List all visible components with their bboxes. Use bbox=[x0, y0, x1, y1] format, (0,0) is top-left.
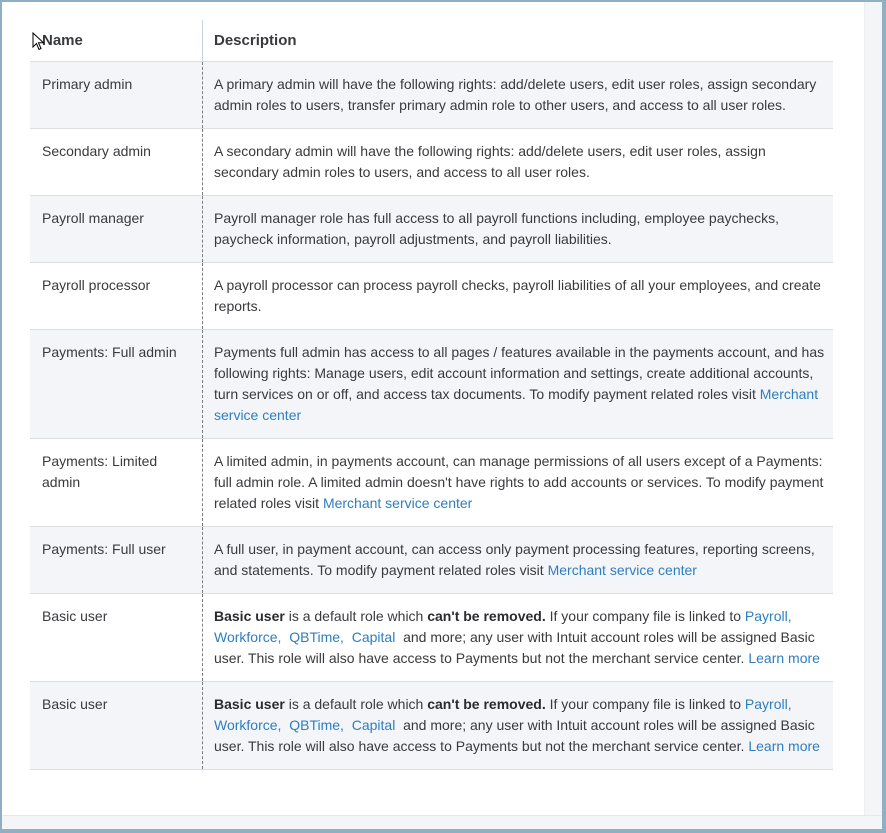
role-name: Payroll manager bbox=[30, 196, 203, 263]
mouse-cursor-icon bbox=[32, 32, 46, 52]
capital-link[interactable]: Capital bbox=[351, 717, 396, 733]
user-roles-table bbox=[30, 20, 833, 770]
table-row bbox=[30, 439, 833, 527]
role-name: Payments: Full user bbox=[30, 527, 203, 594]
description-text: If your company file is linked to bbox=[545, 696, 745, 712]
bold-text: can't be removed. bbox=[427, 608, 546, 624]
payroll-link[interactable]: Payroll, bbox=[744, 696, 792, 712]
role-name: Basic user bbox=[30, 594, 203, 682]
table-row bbox=[30, 682, 833, 770]
role-description bbox=[203, 439, 834, 527]
table-row bbox=[30, 196, 833, 263]
role-name: Payments: Full admin bbox=[30, 330, 203, 439]
qbtime-link[interactable]: QBTime, bbox=[289, 717, 344, 733]
workforce-link[interactable]: Workforce, bbox=[214, 629, 282, 645]
role-description bbox=[203, 594, 834, 682]
table-row bbox=[30, 330, 833, 439]
role-description: A secondary admin will have the following rights: add/delete users, edit user roles, assign secondary admin roles to users, and access to all user roles. bbox=[203, 129, 834, 196]
merchant-service-center-link[interactable]: Merchant service center bbox=[322, 495, 473, 511]
role-description: A payroll processor can process payroll checks, payroll liabilities of all your employees, and create reports. bbox=[203, 263, 834, 330]
role-name: Payments: Limited admin bbox=[30, 439, 203, 527]
description-text: Payments full admin has access to all pages / features available in the payments account, and has following rights: Manage users, edit account information and settings, create additional accounts, turn services on or off, and access tax documents. To modify payment related roles visit bbox=[214, 344, 825, 402]
description-text: is a default role which bbox=[284, 696, 428, 712]
learn-more-link[interactable]: Learn more bbox=[748, 738, 820, 754]
role-description: Payroll manager role has full access to all payroll functions including, employee paychecks, paycheck information, payroll adjustments, and payroll liabilities. bbox=[203, 196, 834, 263]
column-header-name[interactable]: Name bbox=[30, 20, 203, 62]
description-text: A limited admin, in payments account, can manage permissions of all users except of a Payments: full admin role. A limited admin doesn't have rights to add accounts or services. To modify payment related roles visit bbox=[214, 453, 824, 511]
role-description bbox=[203, 527, 834, 594]
bold-text: can't be removed. bbox=[427, 696, 546, 712]
bold-text: Basic user bbox=[214, 608, 285, 624]
column-header-description[interactable]: Description bbox=[203, 20, 834, 62]
table-row bbox=[30, 527, 833, 594]
role-name: Payroll processor bbox=[30, 263, 203, 330]
vertical-scrollbar[interactable] bbox=[864, 2, 882, 815]
table-row bbox=[30, 263, 833, 330]
horizontal-scrollbar[interactable] bbox=[2, 815, 882, 829]
window-frame bbox=[2, 2, 882, 829]
role-name: Secondary admin bbox=[30, 129, 203, 196]
table-row bbox=[30, 129, 833, 196]
table-row bbox=[30, 62, 833, 129]
role-description: A primary admin will have the following rights: add/delete users, edit user roles, assign secondary admin roles to users, transfer primary admin role to other users, and access to all user roles. bbox=[203, 62, 834, 129]
table-row bbox=[30, 594, 833, 682]
capital-link[interactable]: Capital bbox=[351, 629, 396, 645]
bold-text: Basic user bbox=[214, 696, 285, 712]
role-name: Basic user bbox=[30, 682, 203, 770]
qbtime-link[interactable]: QBTime, bbox=[289, 629, 344, 645]
role-description bbox=[203, 330, 834, 439]
learn-more-link[interactable]: Learn more bbox=[748, 650, 820, 666]
description-text: If your company file is linked to bbox=[545, 608, 745, 624]
merchant-service-center-link[interactable]: Merchant service center bbox=[214, 386, 819, 423]
role-name: Primary admin bbox=[30, 62, 203, 129]
merchant-service-center-link[interactable]: Merchant service center bbox=[547, 562, 697, 578]
workforce-link[interactable]: Workforce, bbox=[214, 717, 282, 733]
payroll-link[interactable]: Payroll, bbox=[744, 608, 792, 624]
roles-scroll-area[interactable] bbox=[2, 2, 864, 815]
table-header-row bbox=[30, 20, 833, 62]
description-text: and more; any user with Intuit account roles will be assigned Basic user. This role will also have access to Payments but not the merchant service center. bbox=[214, 717, 815, 754]
description-text: A full user, in payment account, can access only payment processing features, reporting screens, and statements. To modify payment related roles visit bbox=[214, 541, 815, 578]
role-description bbox=[203, 682, 834, 770]
description-text: and more; any user with Intuit account roles will be assigned Basic user. This role will also have access to Payments but not the merchant service center. bbox=[214, 629, 815, 666]
description-text: is a default role which bbox=[284, 608, 428, 624]
